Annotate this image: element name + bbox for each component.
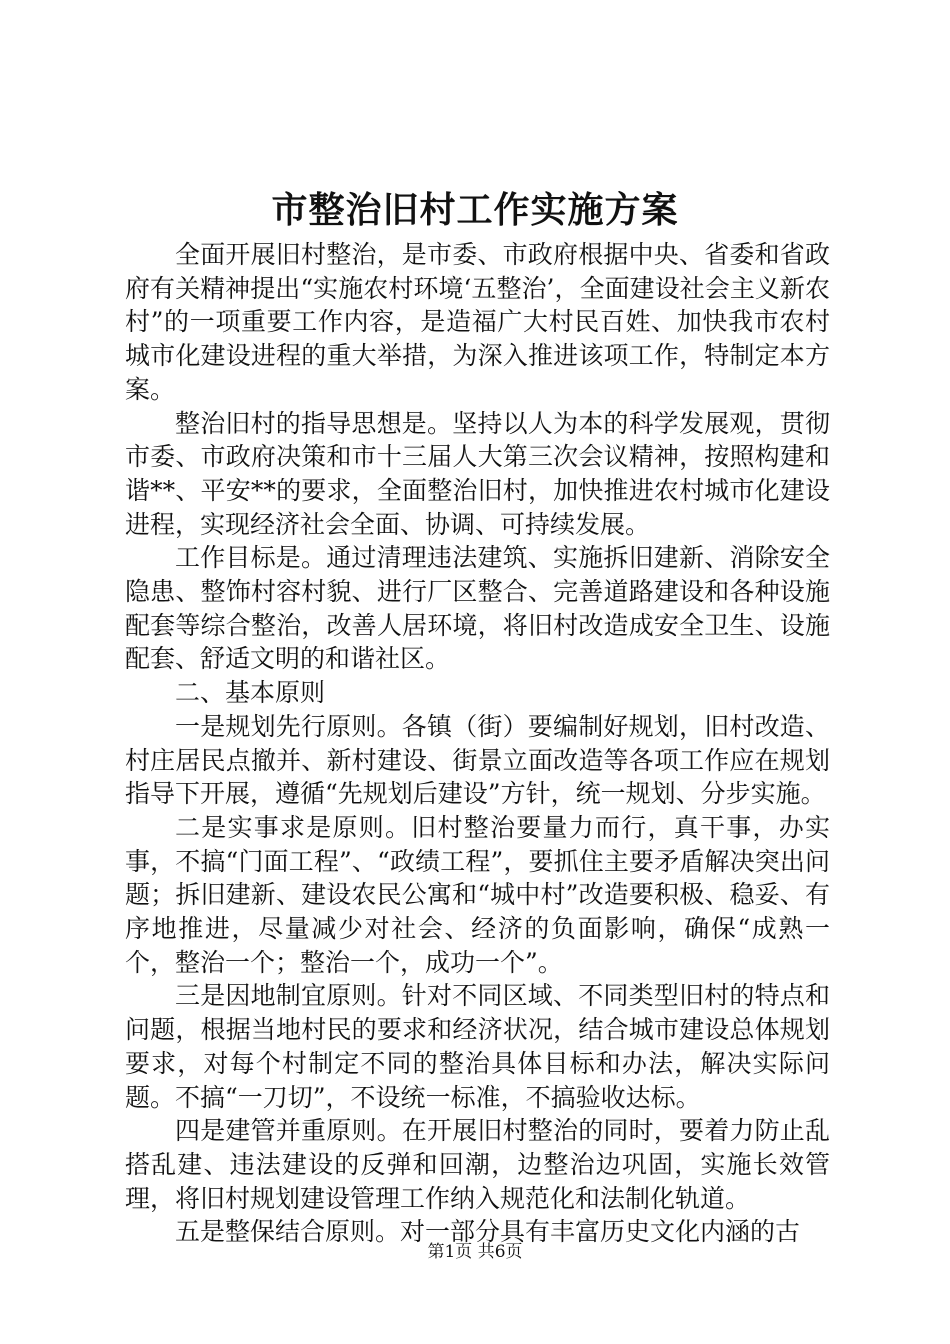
paragraph-principle-1: 一是规划先行原则。各镇（街）要编制好规划，旧村改造、村庄居民点撤并、新村建设、街景立面改造等各项工作应在规划指导下开展，遵循“先规划后建设”方针，统一规划、分步实施。 (125, 711, 830, 809)
document-body (125, 238, 830, 1249)
paragraph-guiding-thought: 整治旧村的指导思想是。坚持以人为本的科学发展观，贯彻市委、市政府决策和市十三届人大第三次会议精神，按照构建和谐**、平安**的要求，全面整治旧村，加快推进农村城市化建设进程，实现经济社会全面、协调、可持续发展。 (125, 408, 830, 539)
paragraph-principle-5: 五是整保结合原则。对一部分具有丰富历史文化内涵的古 (175, 1217, 801, 1247)
paragraph-intro: 全面开展旧村整治，是市委、市政府根据中央、省委和省政府有关精神提出“实施农村环境‘五整治’，全面建设社会主义新农村”的一项重要工作内容，是造福广大村民百姓、加快我市农村城市化建设进程的重大举措，为深入推进该项工作，特制定本方案。 (125, 240, 830, 404)
paragraph-principle-3: 三是因地制宜原则。针对不同区域、不同类型旧村的特点和问题，根据当地村民的要求和经济状况，结合城市建设总体规划要求，对每个村制定不同的整治具体目标和办法，解决实际问题。不搞“一刀切”，不设统一标准，不搞验收达标。 (125, 981, 830, 1112)
section-heading-basic-principles: 二、基本原则 (175, 678, 326, 708)
page-number-footer: 第1页 共6页 (427, 1242, 523, 1262)
paragraph-principle-4: 四是建管并重原则。在开展旧村整治的同时，要着力防止乱搭乱建、违法建设的反弹和回潮，边整治边巩固，实施长效管理，将旧村规划建设管理工作纳入规范化和法制化轨道。 (125, 1116, 830, 1213)
paragraph-principle-2: 二是实事求是原则。旧村整治要量力而行，真干事，办实事，不搞“门面工程”、“政绩工程”，要抓住主要矛盾解决突出问题；拆旧建新、建设农民公寓和“城中村”改造要积极、稳妥、有序地推进，尽量减少对社会、经济的负面影响，确保“成熟一个，整治一个；整治一个，成功一个”。 (125, 812, 830, 977)
paragraph-work-goal: 工作目标是。通过清理违法建筑、实施拆旧建新、消除安全隐患、整饰村容村貌、进行厂区整合、完善道路建设和各种设施配套等综合整治，改善人居环境，将旧村改造成安全卫生、设施配套、舒适文明的和谐社区。 (125, 543, 830, 674)
document-title: 市整治旧村工作实施方案 (271, 189, 679, 231)
